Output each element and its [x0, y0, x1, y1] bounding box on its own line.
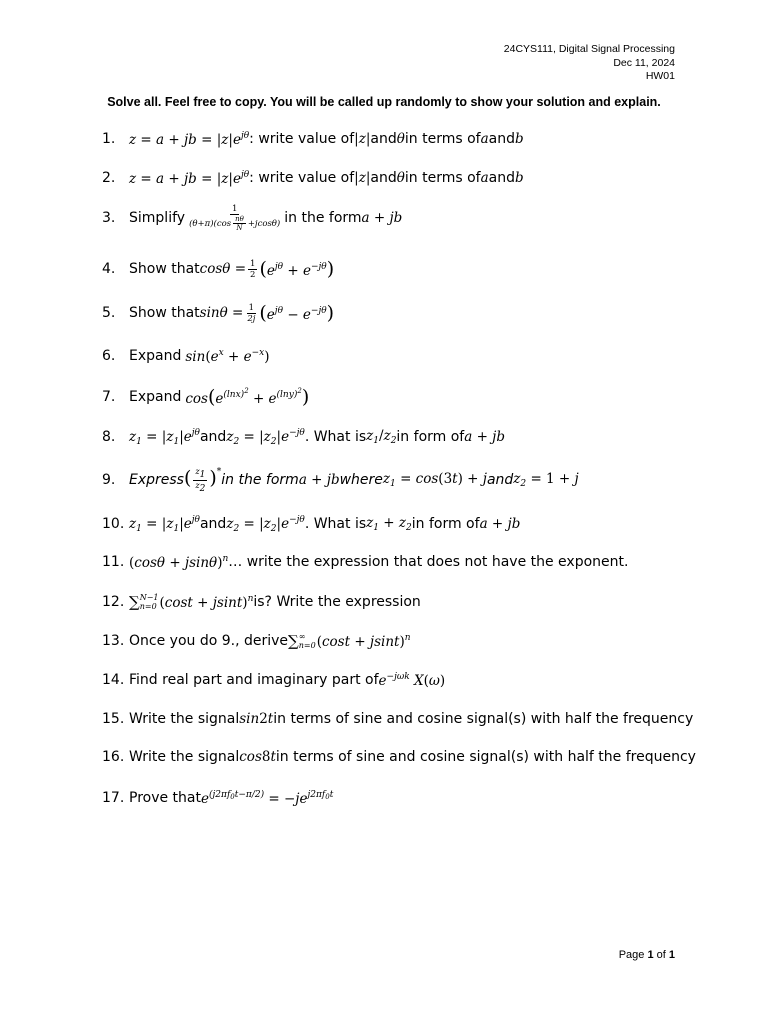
math-expression: z = a + jb = $|z|e^{j\theta}$ [129, 130, 250, 148]
math-expression: $\sin(e^x + e^{-x})$ [185, 347, 270, 365]
current-page: 1 [647, 949, 654, 961]
course-title: 24CYS111, Digital Signal Processing [503, 43, 675, 55]
math-expression: sinθ = [199, 305, 244, 321]
math-fraction: 1 (θ+π)(cos $\frac{n\theta}{N}$ +jcosθ) [189, 204, 281, 232]
total-pages: 1 [668, 949, 675, 961]
question-13: 13. Once you do 9., derive ∑ ∞ n=0 $(\cos t + jsint)^n$ [102, 632, 411, 650]
math-expression: ∑ N−1 n=0 $(\cos t + jsint)^n$ [129, 593, 254, 611]
math-expression: sin2t [239, 711, 274, 727]
question-14: 14. Find real part and imaginary part of $e^{-j\omega k}$ X(ω) [102, 671, 446, 689]
math-expression: $\cos(e^{(lnx)^2} + e^{(lny)^2})$ [185, 386, 310, 408]
page-footer: Page 1 of 1 [618, 949, 675, 961]
question-7: 7. Expand $\cos(e^{(lnx)^2} + e^{(lny)^2})$ [102, 386, 310, 408]
question-8: 8. $z_1 = |z_1|e^{j\theta}$ and $z_2 = |z_2|e^{-j\theta}$ . What is $z_1/z_2$ in form of a + jb [102, 427, 506, 447]
math-expression: $e^{-j\omega k}$ X(ω) [378, 671, 446, 689]
math-expression: cos8t [239, 749, 276, 765]
date: Dec 11, 2024 [613, 56, 675, 69]
question-9: 9. Express ( $\frac{z_1}{z_2}$ )* in the form a + jb where $z_1 = \cos(3t) + j$ and $z_2 = 1 + j$ [102, 466, 579, 494]
question-1: 1. z = a + jb = $|z|e^{j\theta}$ : write value of |z| and θ in terms of a and b [102, 130, 524, 148]
question-6: 6. Expand $\sin(e^x + e^{-x})$ [102, 347, 270, 365]
math-expression: cosθ = [199, 261, 247, 277]
question-5: 5. Show that sinθ = $\frac{1}{2j}$ $(e^{j\theta} - e^{-j\theta})$ [102, 301, 335, 324]
math-expression: $e^{(j2\pi f_0t-\pi/2)} = -je^{j2\pi f_0t}$ [201, 789, 334, 807]
question-3: 3. Simplify 1 (θ+π)(cos $\frac{n\theta}{N}$ +jcosθ) in the form a + jb [102, 204, 403, 232]
math-expression: $z_1 = |z_1|e^{j\theta}$ [129, 514, 200, 534]
math-expression: z = a + jb = $|z|e^{j\theta}$ [129, 169, 250, 187]
instructions: Solve all. Feel free to copy. You will be called up randomly to show your solution and explain. [107, 95, 661, 109]
math-expression: ( $\frac{z_1}{z_2}$ )* [183, 466, 222, 494]
document-header [504, 43, 675, 84]
homework-id: HW01 [645, 70, 675, 82]
math-expression: $z_1 = |z_1|e^{j\theta}$ [129, 427, 200, 447]
question-12: 12. ∑ N−1 n=0 $(\cos t + jsint)^n$ is? Write the expression [102, 593, 421, 611]
question-17: 17. Prove that $e^{(j2\pi f_0t-\pi/2)} = -je^{j2\pi f_0t}$ [102, 789, 334, 807]
math-expression: ∑ ∞ n=0 $(\cos t + jsint)^n$ [288, 632, 411, 650]
question-16: 16. Write the signal cos8t in terms of sine and cosine signal(s) with half the frequency [102, 749, 696, 765]
question-15: 15. Write the signal sin2t in terms of sine and cosine signal(s) with half the frequency [102, 711, 694, 727]
question-4: 4. Show that cosθ = $\frac{1}{2}$ $(e^{j\theta} + e^{-j\theta})$ [102, 257, 335, 280]
question-2: 2. z = a + jb = $|z|e^{j\theta}$ : write value of |z| and θ in terms of a and b [102, 169, 524, 187]
question-11: 11. $(\cos\theta + jsin\theta)^n$ … write the expression that does not have the exponent. [102, 553, 629, 571]
question-10: 10. $z_1 = |z_1|e^{j\theta}$ and $z_2 = |z_2|e^{-j\theta}$ . What is $z_1 + z_2$ in form of a + jb [102, 514, 521, 534]
math-expression: $(\cos\theta + jsin\theta)^n$ [129, 553, 229, 571]
